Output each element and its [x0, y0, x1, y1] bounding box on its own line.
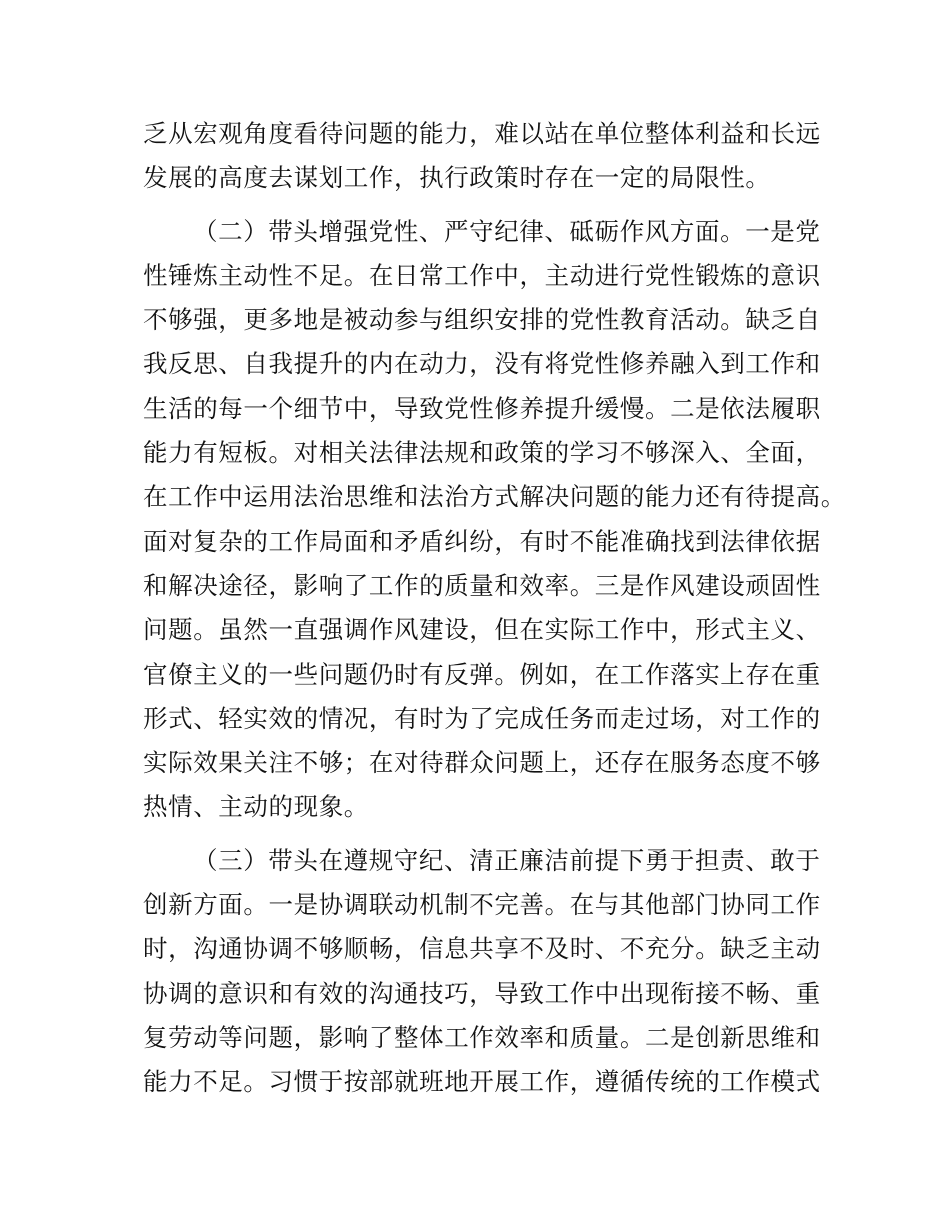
paragraph-2 [143, 210, 846, 830]
text-line: 形式、轻实效的情况，有时为了完成任务而走过场，对工作的 [143, 703, 821, 733]
text-line: 生活的每一个细节中，导致党性修养提升缓慢。二是依法履职 [143, 393, 821, 423]
text-line: 和解决途径，影响了工作的质量和效率。三是作风建设顽固性 [143, 570, 821, 600]
text-line: 问题。虽然一直强调作风建设，但在实际工作中，形式主义、 [143, 615, 821, 645]
text-line: （三）带头在遵规守纪、清正廉洁前提下勇于担责、敢于 [193, 845, 821, 875]
text-line: 复劳动等问题，影响了整体工作效率和质量。二是创新思维和 [143, 1022, 821, 1052]
text-line: 乏从宏观角度看待问题的能力，难以站在单位整体利益和长远 [143, 119, 821, 148]
text-line: 热情、主动的现象。 [143, 792, 369, 822]
text-line: 实际效果关注不够；在对待群众问题上，还存在服务态度不够 [143, 748, 821, 778]
text-line: 不够强，更多地是被动参与组织安排的党性教育活动。缺乏自 [143, 305, 821, 335]
text-line: 创新方面。一是协调联动机制不完善。在与其他部门协同工作 [143, 890, 821, 920]
text-line: 官僚主义的一些问题仍时有反弹。例如，在工作落实上存在重 [143, 659, 821, 689]
text-line: 时，沟通协调不够顺畅，信息共享不及时、不充分。缺乏主动 [143, 934, 821, 964]
text-line: 面对复杂的工作局面和矛盾纠纷，有时不能准确找到法律依据 [143, 526, 821, 556]
text-line: 性锤炼主动性不足。在日常工作中，主动进行党性锻炼的意识 [143, 260, 821, 290]
text-line: 协调的意识和有效的沟通技巧，导致工作中出现衔接不畅、重 [143, 978, 821, 1008]
paragraph-1 [143, 112, 821, 201]
text-line: 能力有短板。对相关法律法规和政策的学习不够深入、全面， [143, 438, 821, 468]
text-line: 能力不足。习惯于按部就班地开展工作，遵循传统的工作模式 [143, 1067, 821, 1097]
text-line: （二）带头增强党性、严守纪律、砥砺作风方面。一是党 [193, 216, 821, 246]
text-line: 发展的高度去谋划工作，执行政策时存在一定的局限性。 [143, 163, 771, 193]
paragraph-3 [143, 839, 821, 1105]
text-line: 在工作中运用法治思维和法治方式解决问题的能力还有待提高。 [143, 482, 846, 512]
document-body [143, 112, 846, 1105]
text-line: 我反思、自我提升的内在动力，没有将党性修养融入到工作和 [143, 349, 821, 379]
